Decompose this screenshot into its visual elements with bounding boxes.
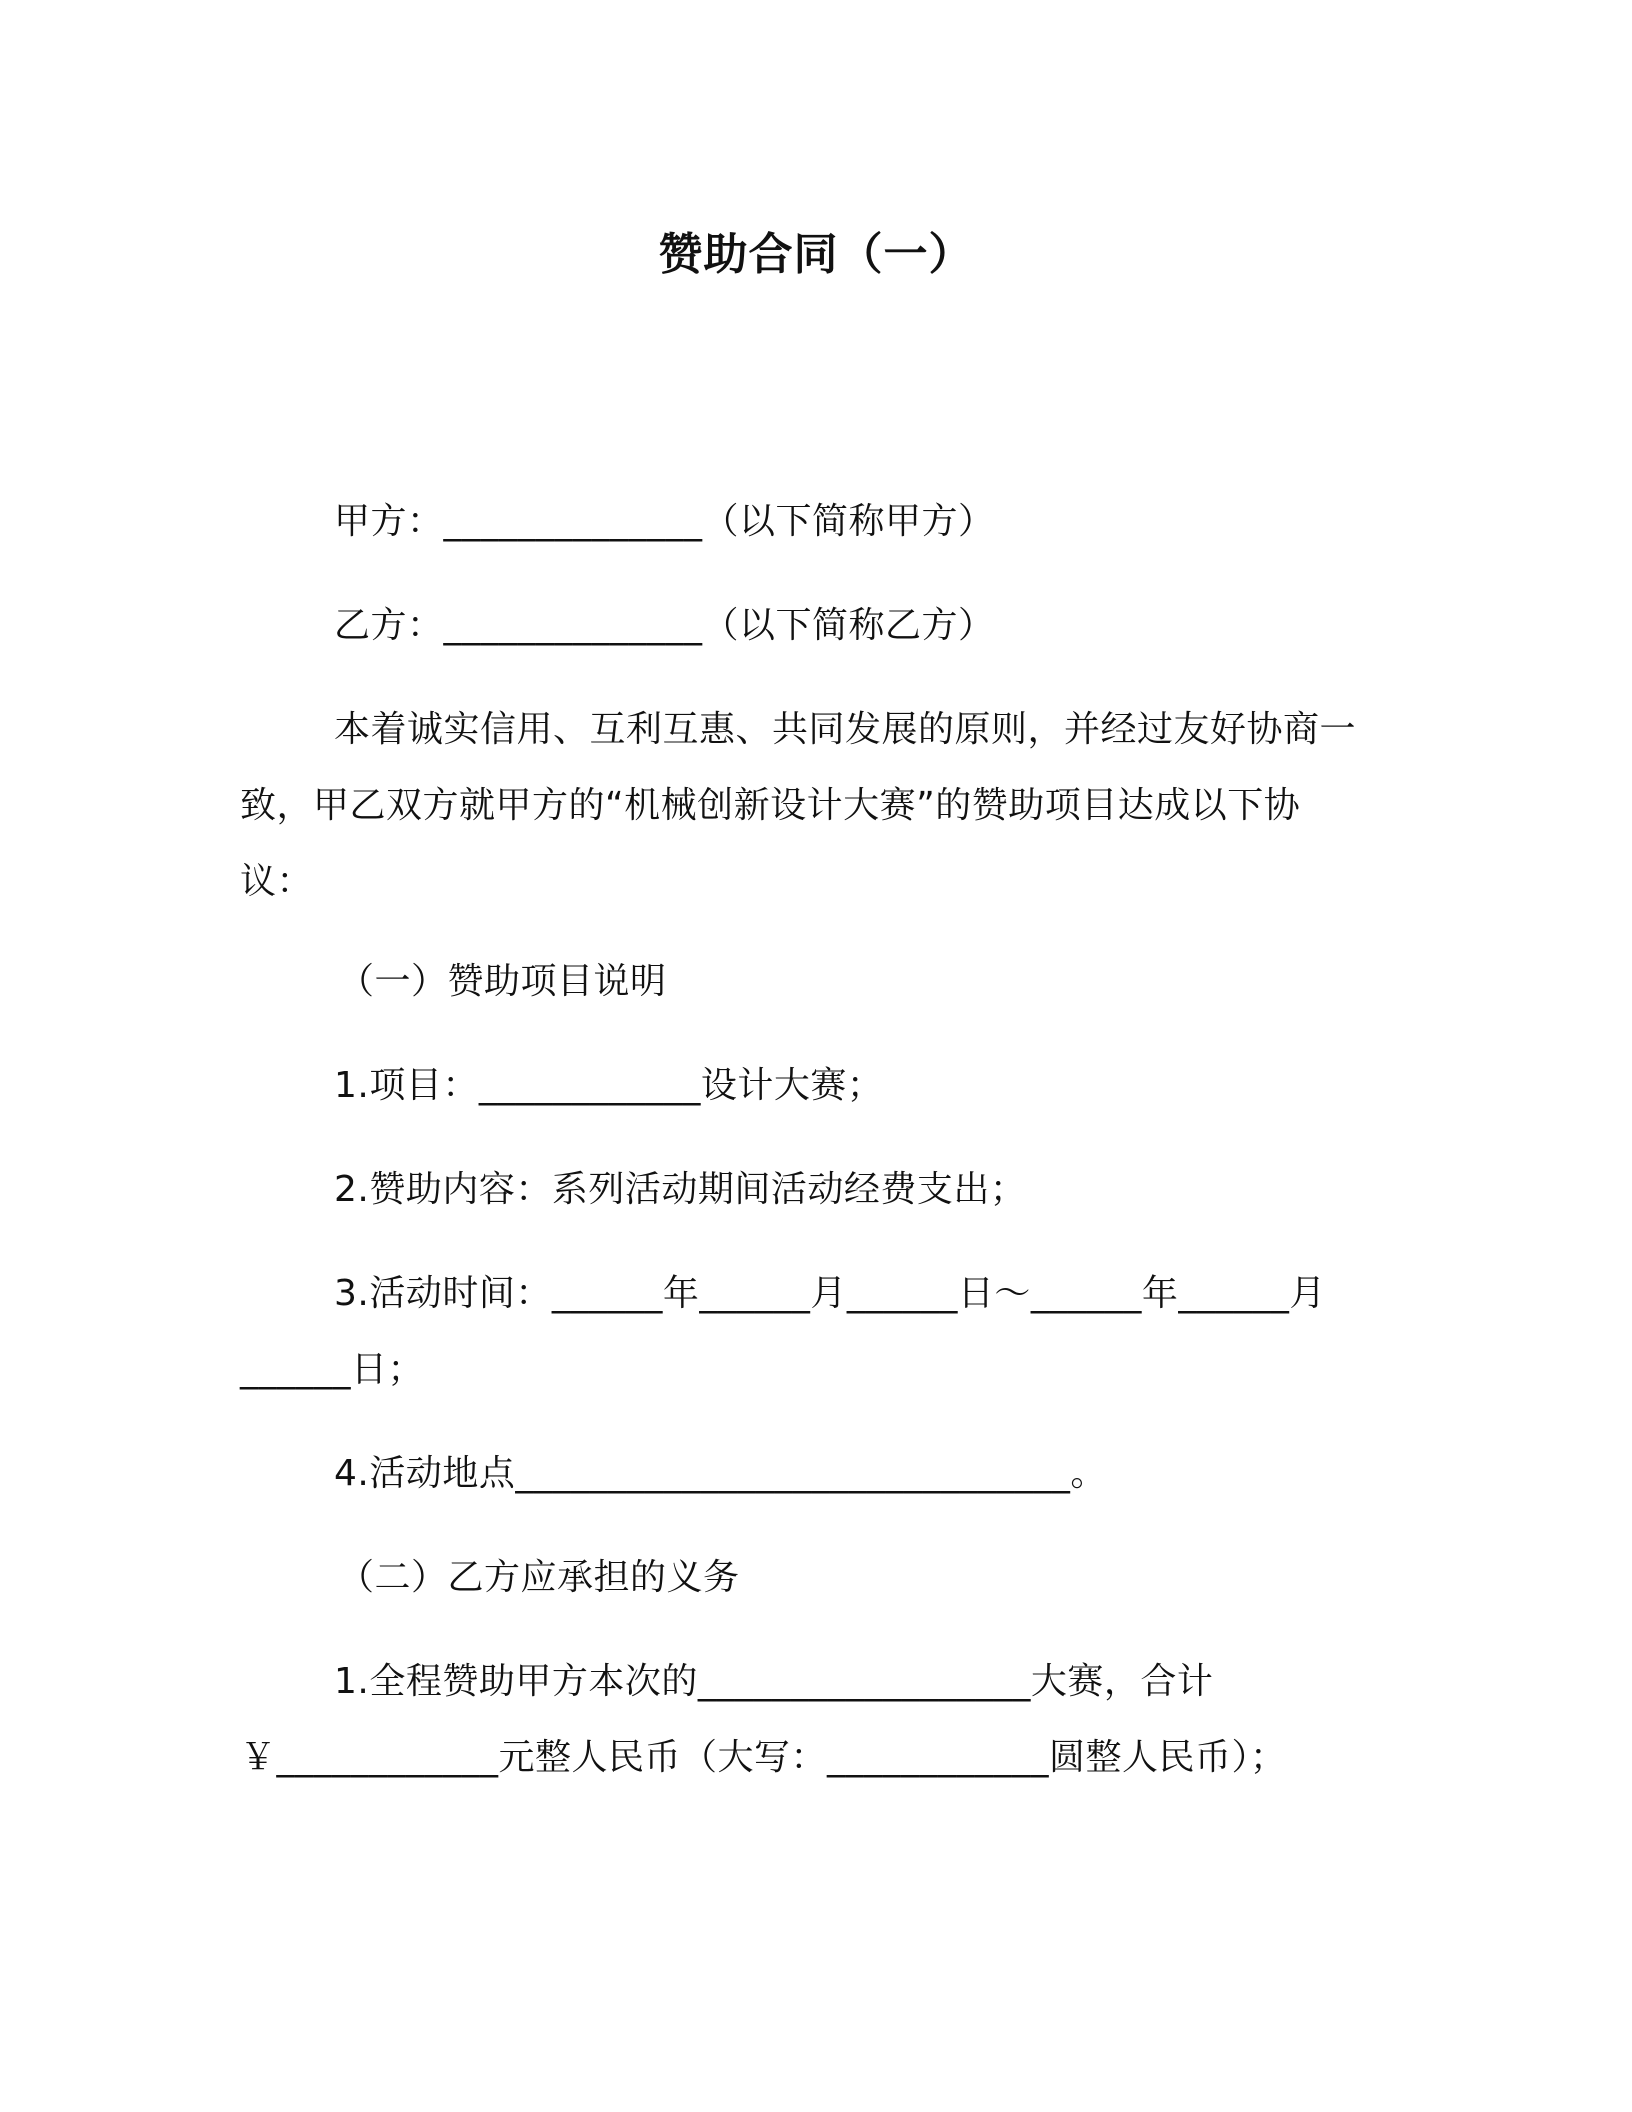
section-2-item-1: 1.全程赞助甲方本次的__________________大赛，合计 [334,1661,1214,1702]
section-1-item-3-cont: ______日； [240,1349,425,1390]
section-1-item-2: 2.赞助内容：系列活动期间活动经费支出； [334,1169,1027,1210]
section-1-item-3: 3.活动时间：______年______月______日～______年______月 [334,1273,1326,1314]
section-2-item-1-cont: ￥____________元整人民币（大写：____________圆整人民币）； [240,1737,1287,1778]
intro-line-3: 议： [240,861,314,902]
party-b-line: 乙方：______________（以下简称乙方） [334,605,995,646]
document-title: 赞助合同（一） [658,229,974,280]
section-1-item-4: 4.活动地点______________________________。 [334,1453,1107,1494]
party-a-line: 甲方：______________（以下简称甲方） [334,501,995,542]
section-1-item-1: 1.项目：____________设计大赛； [334,1065,884,1106]
section-2-heading: （二）乙方应承担的义务 [338,1557,740,1598]
intro-line-2: 致，甲乙双方就甲方的“机械创新设计大赛”的赞助项目达成以下协 [240,785,1301,826]
section-1-heading: （一）赞助项目说明 [338,961,667,1002]
intro-line-1: 本着诚实信用、互利互惠、共同发展的原则，并经过友好协商一 [334,709,1357,750]
